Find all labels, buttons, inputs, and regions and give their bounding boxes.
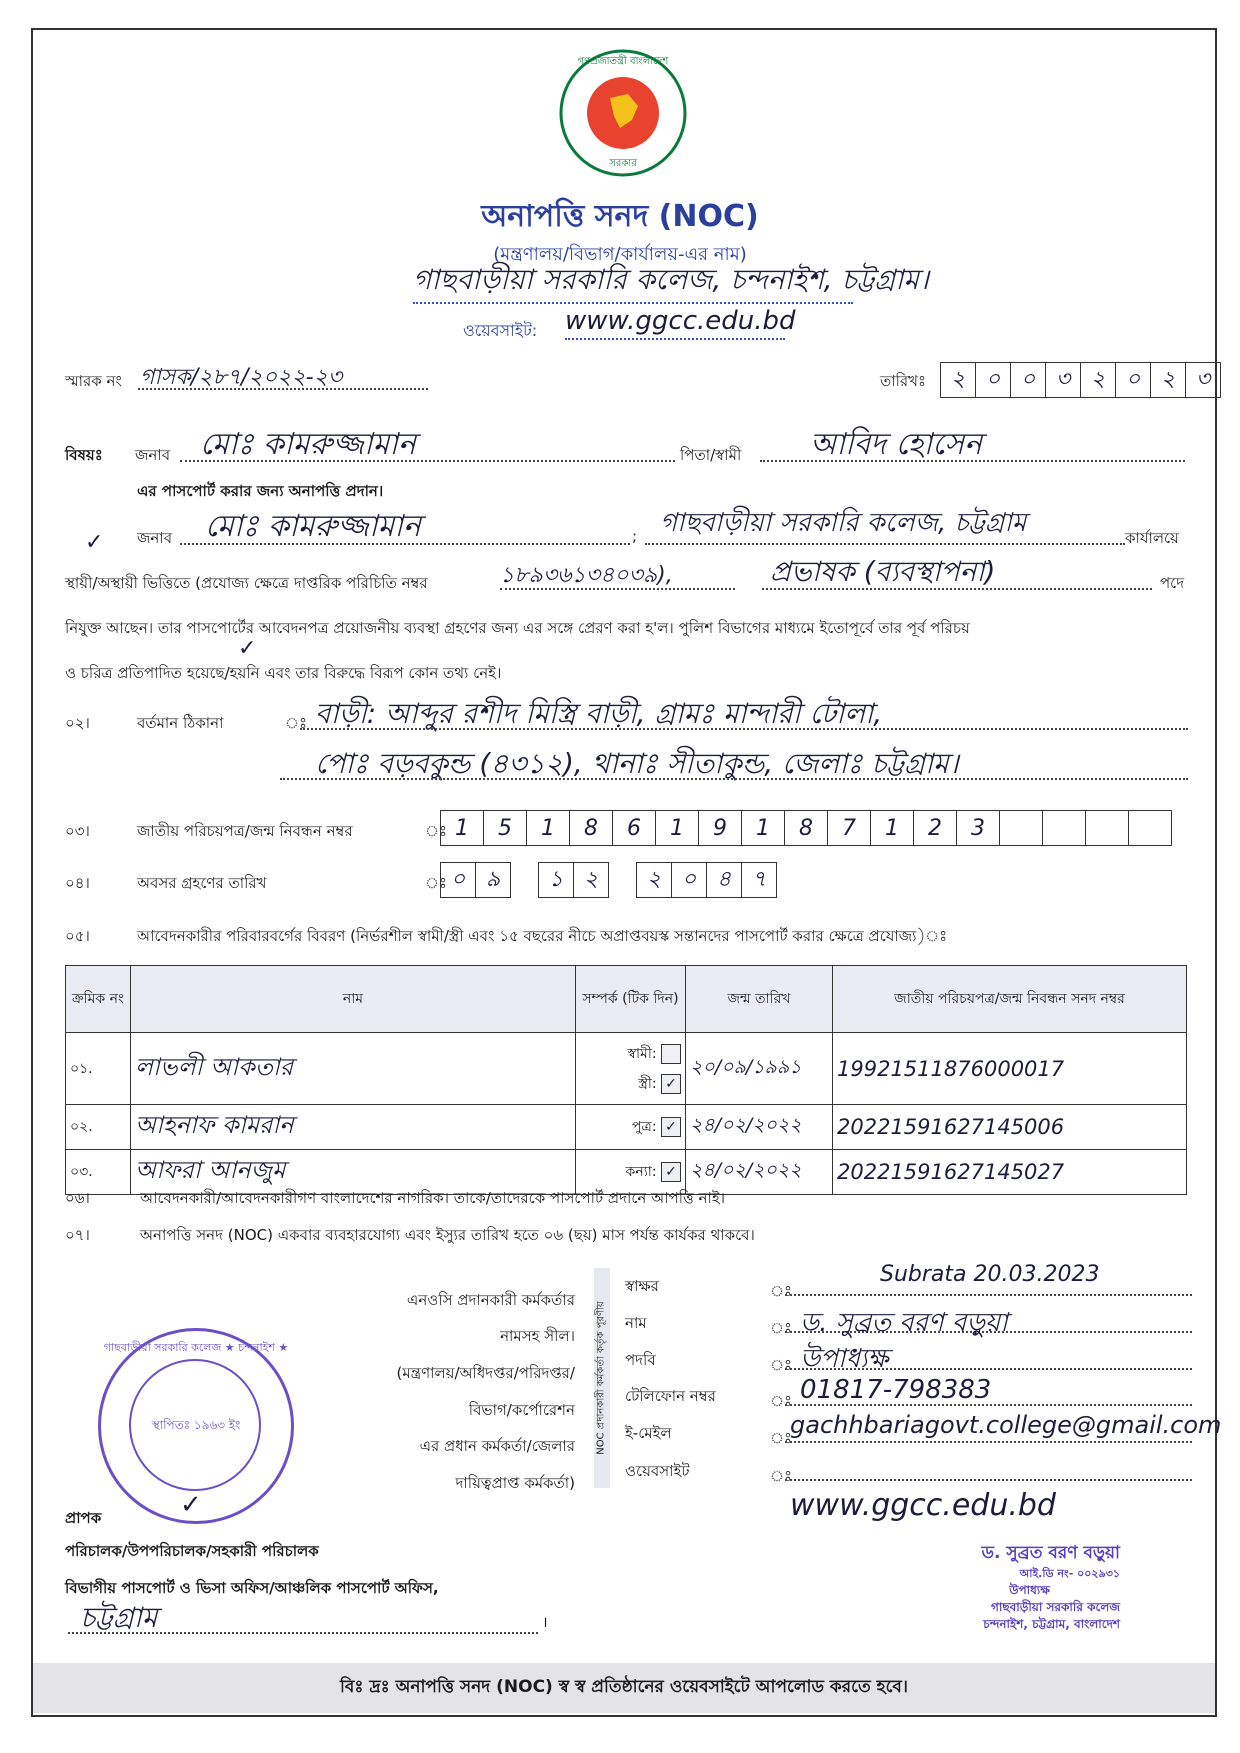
retirement-year (636, 862, 777, 898)
colon: ঃ (770, 1392, 793, 1410)
separator: ; (632, 527, 638, 545)
date-digit: ২ (1081, 363, 1116, 397)
name-line (180, 460, 675, 462)
dob: ২০/০৯/১৯৯১ (686, 1033, 833, 1105)
officer-website-value: www.ggcc.edu.bd (790, 1488, 1056, 1523)
relation-checkbox-son[interactable]: ✓ (661, 1117, 681, 1137)
header-relation: সম্পর্ক (টিক দিন) (576, 966, 686, 1033)
date-digit: ৩ (1046, 363, 1081, 397)
address-colon: ঃ (285, 714, 308, 732)
serial: ০২. (66, 1105, 131, 1150)
nid: 19921511876000017 (833, 1033, 1187, 1105)
officer-fill-strip (594, 1268, 610, 1488)
memo-value: গাসক/২৮৭/২০২২-২৩ (140, 365, 343, 390)
body-name-line (180, 543, 630, 545)
basis-text: স্থায়ী/অস্থায়ী ভিত্তিতে (প্রযোজ্য ক্ষেত্রে দাপ্তরিক পরিচিতি নম্বর (65, 574, 428, 592)
note-6-num: ০৬। (65, 1189, 90, 1207)
retirement-label: অবসর গ্রহণের তারিখ (137, 874, 267, 892)
member-name: আফরা আনজুম (131, 1150, 576, 1195)
signature-value: Subrata 20.03.2023 (880, 1262, 1100, 1287)
note-7: অনাপত্তি সনদ (NOC) একবার ব্যবহারযোগ্য এবং ইস্যুর তারিখ হতে ০৬ (ছয়) মাস পর্যন্ত কার্যকর থাকবে। (140, 1226, 755, 1244)
date-digit: ০ (1116, 363, 1151, 397)
seal-name: ড. সুব্রত বরণ বড়ুয়া (981, 1543, 1120, 1563)
footer-note (33, 1663, 1215, 1713)
nid-digit: 1 (527, 811, 570, 845)
nid-digit: 2 (914, 811, 957, 845)
colon: ঃ (770, 1319, 793, 1337)
retirement-month (538, 862, 609, 898)
colon: ঃ (770, 1429, 793, 1447)
check-mark: ✓ (180, 1490, 202, 1520)
nid-digit: 7 (828, 811, 871, 845)
nid-digit: 1 (871, 811, 914, 845)
nid-digit: 1 (441, 811, 484, 845)
website-value: www.ggcc.edu.bd (565, 306, 796, 336)
header-nid: জাতীয় পরিচয়পত্র/জন্ম নিবন্ধন সনদ নম্বর (833, 966, 1187, 1033)
memo-label: স্মারক নং (65, 372, 122, 390)
designation-label: পদবি (625, 1351, 656, 1369)
relation-checkbox-husband[interactable] (661, 1044, 681, 1064)
strip-text: NOC প্রদানকারী কর্মকর্তা কর্তৃক পূরণীয় (595, 1301, 607, 1455)
relation-checkbox-wife[interactable]: ✓ (661, 1074, 681, 1094)
member-name: আহনাফ কামরান (131, 1105, 576, 1150)
header-dob: জন্ম তারিখ (686, 966, 833, 1033)
emblem-bottom-text: সরকার (609, 158, 637, 169)
father-name: আবিদ হোসেন (810, 427, 982, 462)
table-row (66, 1033, 1187, 1105)
government-emblem (558, 48, 688, 178)
nid-digit (1000, 811, 1043, 845)
digit: ০ (441, 863, 476, 897)
name-label: নাম (625, 1314, 647, 1332)
digit: ০ (672, 863, 707, 897)
officer-desc-6: দায়িত্বপ্রাপ্ত কর্মকর্তা) (455, 1474, 575, 1492)
nid: 20221591627145027 (833, 1150, 1187, 1195)
note-6: আবেদনকারী/আবেদনকারীগণ বাংলাদেশের নাগরিক। তাকে/তাদেরকে পাসপোর্ট প্রদানে আপত্তি নাই। (140, 1189, 726, 1207)
address-line-2: পোঃ বড়বকুন্ড (৪৩১২), থানাঃ সীতাকুন্ড, জেলাঃ চট্টগ্রাম। (315, 747, 959, 780)
subject-line2: এর পাসপোর্ট করার জন্য অনাপত্তি প্রদান। (137, 482, 384, 500)
relation-label: পুত্র: (632, 1119, 657, 1135)
email-label: ই-মেইল (625, 1424, 672, 1442)
date-boxes (940, 362, 1221, 398)
recipient-end: । (542, 1613, 548, 1631)
official-id: ১৮৯৩৬১৩৪০৩৯), (500, 563, 673, 588)
colon: ঃ (770, 1356, 793, 1374)
janab-label-2: জনাব (137, 529, 173, 547)
emblem-top-text: গণপ্রজাতন্ত্রী বাংলাদেশ (577, 56, 669, 67)
relation-cell (576, 1105, 686, 1150)
retirement-day (440, 862, 511, 898)
subject-label: বিষয়ঃ (65, 446, 103, 464)
office-name-value: গাছবাড়ীয়া সরকারি কলেজ, চন্দনাইশ, চট্টগ্রাম। (413, 263, 929, 296)
note-7-num: ০৭। (65, 1226, 90, 1244)
colon: ঃ (770, 1282, 793, 1300)
date-digit: ০ (1011, 363, 1046, 397)
nid-digit: 1 (656, 811, 699, 845)
nid-colon: ঃ (425, 822, 448, 840)
body-name: মোঃ কামরুজ্জামান (205, 509, 421, 544)
relation-label: স্বামী: (627, 1045, 657, 1062)
relation-checkbox-daughter[interactable]: ✓ (661, 1162, 681, 1182)
official-id-line (500, 588, 735, 590)
officer-desc-5: এর প্রধান কর্মকর্তা/জেলার (419, 1437, 575, 1455)
nid-digit: 9 (699, 811, 742, 845)
address-num: ০২। (65, 714, 90, 732)
address-line-1: বাড়ী: আব্দুর রশীদ মিস্ত্রি বাড়ী, গ্রামঃ মান্দারী টোলা, (315, 697, 883, 730)
date-digit: ৩ (1195, 366, 1211, 392)
post-suffix: পদে (1160, 574, 1185, 592)
table-row (66, 1105, 1187, 1150)
nid: 20221591627145006 (833, 1105, 1187, 1150)
seal-id: আই.ডি নং- ০০২৯৩১ (1019, 1567, 1120, 1580)
nid-digit: 3 (957, 811, 1000, 845)
designation-value: উপাধ্যক্ষ (800, 1344, 889, 1374)
website-line (565, 338, 785, 340)
footer-note-text: বিঃ দ্রঃ অনাপত্তি সনদ (NOC) স্ব স্ব প্রতিষ্ঠানের ওয়েবসাইটে আপলোড করতে হবে। (340, 1677, 908, 1697)
body-office-line (645, 543, 1125, 545)
office-name-label: (মন্ত্রণালয়/বিভাগ/কার্যালয়-এর নাম) (493, 244, 747, 265)
relation-label: স্ত্রী: (638, 1075, 657, 1092)
website-line-2 (785, 1479, 1192, 1481)
family-intro: আবেদনকারীর পরিবারবর্গের বিবরণ (নির্ভরশীল স্বামী/স্ত্রী এবং ১৫ বছরের নীচে অপ্রাপ্তবয়স্ক সন্তানদের পাসপোর্ট করার ক্ষেত্রে প্রযোজ্য)ঃ (137, 927, 948, 945)
post-line (762, 588, 1152, 590)
subject-name: মোঃ কামরুজ্জামান (200, 427, 416, 462)
nid-digit: 6 (613, 811, 656, 845)
email-value: gachhbariagovt.college@gmail.com (790, 1411, 1222, 1439)
family-num: ০৫। (65, 927, 90, 945)
father-label: পিতা/স্বামী (680, 446, 742, 464)
header-name: নাম (131, 966, 576, 1033)
digit: ৪ (707, 863, 742, 897)
body-paragraph-1: নিযুক্ত আছেন। তার পাসপোর্টের আবেদনপত্র প্রয়োজনীয় ব্যবস্থা গ্রহণের জন্য এর সঙ্গে প্রেরণ করা হ'ল। পুলিশ বিভাগের মাধ্যমে ইতোপূর্বে তার পূর্ব পরিচয় (65, 619, 970, 637)
digit: ২ (583, 866, 599, 892)
retirement-num: ০৪। (65, 874, 90, 892)
seal-college: গাছবাড়ীয়া সরকারি কলেজ (990, 1600, 1120, 1614)
recipient-label: প্রাপক (65, 1509, 102, 1527)
digit: ৭ (751, 866, 767, 892)
date-digit: ২ (1151, 363, 1186, 397)
nid-label: জাতীয় পরিচয়পত্র/জন্ম নিবন্ধন নম্বর (137, 822, 353, 840)
recipient-city-line (68, 1632, 538, 1634)
officer-name-value: ড. সুব্রত বরণ বড়ুয়া (800, 1308, 1008, 1338)
officer-desc-2: নামসহ সীল। (500, 1327, 575, 1345)
nid-num: ০৩। (65, 822, 90, 840)
officer-desc-3: (মন্ত্রণালয়/অধিদপ্তর/পরিদপ্তর/ (396, 1364, 575, 1382)
seal-place: চন্দনাইশ, চট্টগ্রাম, বাংলাদেশ (983, 1617, 1120, 1631)
father-line (760, 460, 1185, 462)
address-line-1-rule (300, 728, 1188, 730)
document-title: অনাপত্তি সনদ (NOC) (481, 199, 759, 234)
memo-line (138, 388, 428, 390)
colon: ঃ (770, 1467, 793, 1485)
stamp-inner-text: স্থাপিতঃ ১৯৬৩ ইং (151, 1418, 241, 1432)
date-label: তারিখঃ (880, 372, 926, 390)
serial: ০৩. (66, 1150, 131, 1195)
nid-boxes (440, 810, 1172, 846)
nid-digit: 8 (785, 811, 828, 845)
address-line-2-rule (280, 778, 1188, 780)
retirement-colon: ঃ (425, 874, 448, 892)
date-digit: ২ (941, 363, 976, 397)
janab-label: জনাব (135, 446, 171, 464)
nid-digit (1129, 811, 1171, 845)
recipient-city: চট্টগ্রাম (80, 1601, 158, 1634)
phone-label: টেলিফোন নম্বর (625, 1387, 716, 1405)
relation-label: কন্যা: (625, 1164, 657, 1180)
dob: ২৪/০২/২০২২ (686, 1105, 833, 1150)
body-paragraph-2: ও চরিত্র প্রতিপাদিত হয়েছে/হয়নি এবং তার বিরুদ্ধে বিরূপ কোন তথ্য নেই। (65, 664, 502, 682)
nid-digit: 1 (742, 811, 785, 845)
officer-desc-1: এনওসি প্রদানকারী কর্মকর্তার (406, 1291, 575, 1309)
body-office: গাছবাড়ীয়া সরকারি কলেজ, চট্টগ্রাম (660, 508, 1027, 538)
stamp-outer-text: গাছবাড়ীয়া সরকারি কলেজ ★ চন্দনাইশ ★ (103, 1341, 289, 1354)
nid-digit (1043, 811, 1086, 845)
website-label-2: ওয়েবসাইট (625, 1462, 690, 1480)
signature-line (785, 1294, 1192, 1296)
check-mark: ✓ (85, 530, 104, 555)
nid-digit: 5 (484, 811, 527, 845)
header-serial: ক্রমিক নং (66, 966, 131, 1033)
relation-cell (576, 1033, 686, 1105)
office-suffix: কার্যালয়ে (1125, 529, 1179, 547)
dob: ২৪/০২/২০২২ (686, 1150, 833, 1195)
member-name: লাভলী আকতার (131, 1033, 576, 1105)
office-name-line (413, 302, 853, 304)
officer-desc-4: বিভাগ/কর্পোরেশন (468, 1401, 575, 1419)
signature-label: স্বাক্ষর (625, 1277, 659, 1295)
address-label: বর্তমান ঠিকানা (137, 714, 224, 732)
digit: ১ (539, 863, 574, 897)
digit: ৯ (485, 866, 501, 892)
nid-digit (1086, 811, 1129, 845)
serial: ০১. (66, 1033, 131, 1105)
date-digit: ০ (976, 363, 1011, 397)
digit: ২ (637, 863, 672, 897)
recipient-line-1: পরিচালক/উপপরিচালক/সহকারী পরিচালক (65, 1542, 319, 1560)
recipient-line-2: বিভাগীয় পাসপোর্ট ও ভিসা অফিস/আঞ্চলিক পাসপোর্ট অফিস, (65, 1579, 439, 1597)
post-value: প্রভাষক (ব্যবস্থাপনা) (770, 555, 996, 588)
seal-post: উপাধ্যক্ষ (1009, 1583, 1050, 1597)
family-table (65, 965, 1187, 1195)
check-mark: ✓ (238, 636, 257, 661)
phone-value: 01817-798383 (800, 1375, 992, 1405)
nid-digit: 8 (570, 811, 613, 845)
website-label: ওয়েবসাইট: (463, 321, 538, 340)
